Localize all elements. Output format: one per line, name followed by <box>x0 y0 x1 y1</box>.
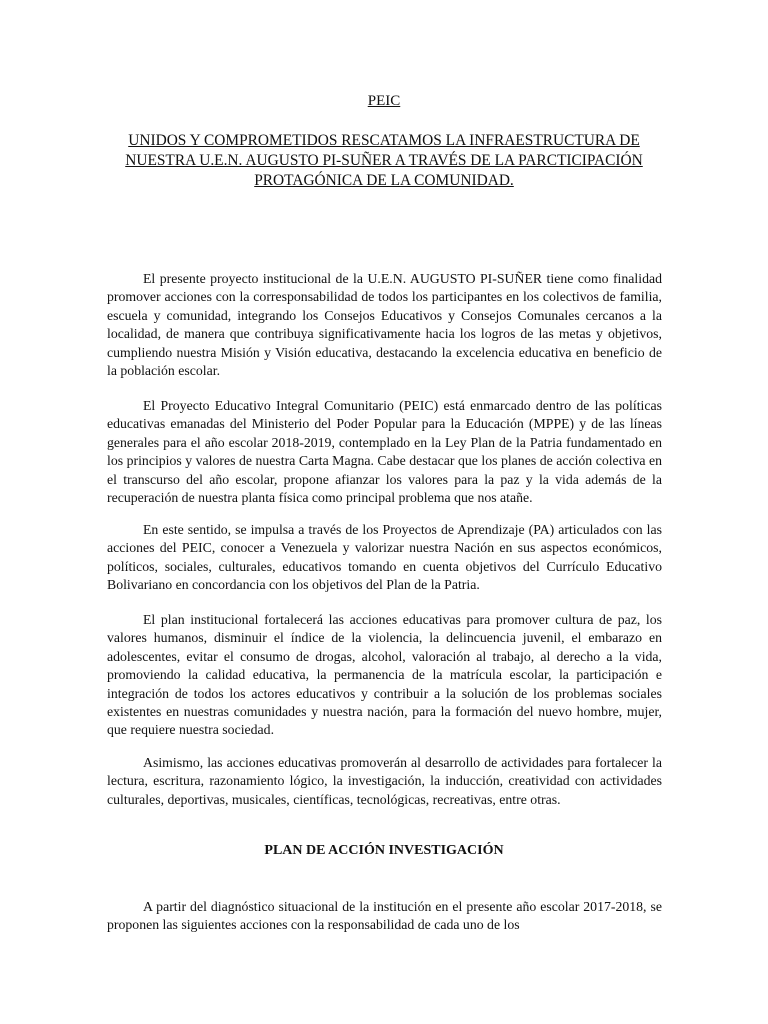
paragraph-educational-actions: Asimismo, las acciones educativas promoverán al desarrollo de actividades para fortalecer la lectura, escritura, razonamiento lógico, la investigación, la inducción, creatividad con actividades culturales, deportivas, musicales, científicas, tecnológicas, recreativas, entre otras. <box>107 755 662 807</box>
paragraph-institutional-plan: El plan institucional fortalecerá las acciones educativas para promover cultura de paz, los valores humanos, disminuir el índice de la violencia, la delincuencia juvenil, el embarazo en adolescentes, evitar el consumo de drogas, alcohol, valoración al trabajo, al derecho a la vida, promoviendo la calidad educativa, la permanencia de la matrícula escolar, la participación e integración de todos los actores educativos y contribuir a la solución de los problemas sociales existentes en nuestras comunidades y nuestra nación, para la formación del nuevo hombre, mujer, que requiere nuestra sociedad. <box>107 612 662 738</box>
paragraph-intro: El presente proyecto institucional de la U.E.N. AUGUSTO PI-SUÑER tiene como finalidad promover acciones con la corresponsabilidad de todos los participantes en los colectivos de familia, escuela y comunidad, integrando los Consejos Educativos y Consejos Comunales cercanos a la localidad, de manera que contribuya significativamente hacia los logros de las metas y objetivos, cumpliendo nuestra Misión y Visión educativa, destacando la excelencia educativa en beneficio de la población escolar. <box>107 271 662 379</box>
document-subtitle: UNIDOS Y COMPROMETIDOS RESCATAMOS LA INFRAESTRUCTURA DE NUESTRA U.E.N. AUGUSTO PI-SUÑER A TRAVÉS DE LA PARCTICIPACIÓN PROTAGÓNICA DE LA COMUNIDAD. <box>125 132 643 189</box>
document-title: PEIC <box>367 93 401 109</box>
paragraph-learning-projects: En este sentido, se impulsa a través de los Proyectos de Aprendizaje (PA) articulados con las acciones del PEIC, conocer a Venezuela y valorizar nuestra Nación en sus aspectos económicos, políticos, sociales, culturales, educativos tomando en cuenta objetivos del Currículo Educativo Bolivariano en concordancia con los objetivos del Plan de la Patria. <box>107 522 662 593</box>
paragraph-diagnosis: A partir del diagnóstico situacional de la institución en el presente año escolar 2017-2018, se proponen las siguientes acciones con la responsabilidad de cada uno de los <box>107 899 662 933</box>
section-heading: PLAN DE ACCIÓN INVESTIGACIÓN <box>264 843 504 858</box>
paragraph-peic-framework: El Proyecto Educativo Integral Comunitario (PEIC) está enmarcado dentro de las políticas educativas emanadas del Ministerio del Poder Popular para la Educación (MPPE) y de las líneas generales para el año escolar 2018-2019, contemplado en la Ley Plan de la Patria fundamentado en los principios y valores de nuestra Carta Magna. Cabe destacar que los planes de acción colectiva en el transcurso del año escolar, propone afianzar los valores para la paz y la vida además de la recuperación de nuestra planta física como principal problema que nos atañe. <box>107 398 662 506</box>
